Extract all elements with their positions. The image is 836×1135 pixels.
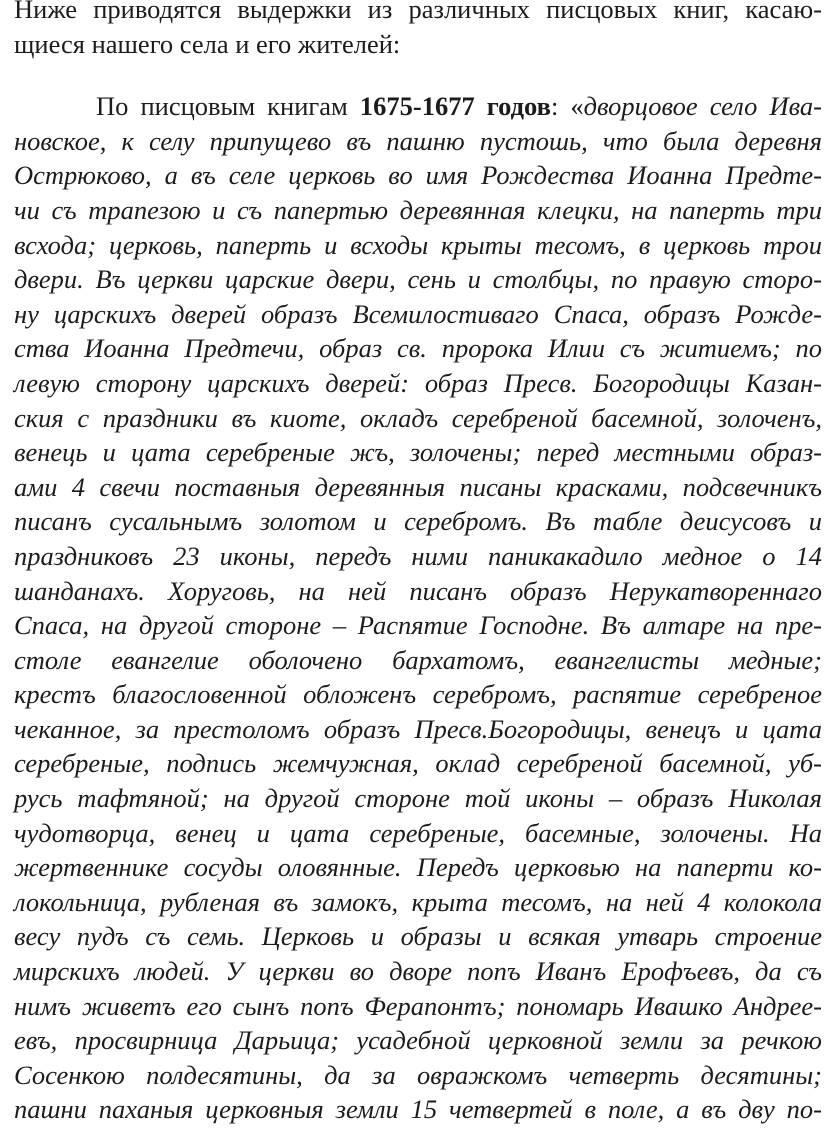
quote-line: Сосенкою полдесятины, да за овражкомъ четверть десятины; xyxy=(14,1059,822,1090)
quote-line: весу пудъ съ семь. Церковь и образы и всякая утварь строение xyxy=(14,921,822,952)
quote-line: ами 4 свечи поставныя деревянныя писаны красками, подсвечникъ xyxy=(14,471,822,502)
paragraph-first-line xyxy=(14,89,822,124)
quoted-text-block xyxy=(14,124,822,1127)
paragraph-quote-start: дворцовое село Ива- xyxy=(583,91,822,122)
quote-line: пашни паханыя церковныя земли 15 четвертей в поле, а въ дву по- xyxy=(14,1094,822,1125)
quote-line: писанъ сусальнымъ золотом и серебромъ. Въ табле деисусовъ и xyxy=(14,506,822,537)
quote-line: столе евангелие оболочено бархатомъ, евангелисты медные; xyxy=(14,644,822,675)
quote-line: ския с праздники въ киоте, окладъ серебреной басемной, золоченъ, xyxy=(14,402,822,433)
quote-line: венець и цата серебреные жъ, золочены; перед местными образ- xyxy=(14,437,822,468)
paragraph-gap xyxy=(14,61,822,89)
quote-line: ну царскихъ дверей образъ Всемилостиваго Спаса, образъ Рожде- xyxy=(14,298,822,329)
quote-line: чеканное, за престоломъ образъ Пресв.Богородицы, венецъ и цата xyxy=(14,713,822,744)
intro-line-1: Ниже приводятся выдержки из различных писцовых книг, касаю- xyxy=(14,0,822,24)
quote-line: левую сторону царскихъ дверей: образ Пресв. Богородицы Казан- xyxy=(14,367,822,398)
quote-line: нимъ живетъ его сынъ попъ Ферапонтъ; пономарь Ивашко Андрее- xyxy=(14,990,822,1021)
quote-line: жертвеннике сосуды оловянные. Передъ церковью на паперти ко- xyxy=(14,852,822,883)
paragraph-lead-text: По писцовым книгам xyxy=(96,91,360,122)
intro-line-2: щиеся нашего села и его жителей: xyxy=(14,28,401,59)
quote-line: локольница, рубленая въ замокъ, крыта тесомъ, на ней 4 колокола xyxy=(14,886,822,917)
quote-line: всхода; церковь, паперть и всходы крыты тесомъ, в церковь трои xyxy=(14,229,822,260)
quote-line: чудотворца, венец и цата серебреные, басемные, золочены. На xyxy=(14,817,822,848)
quote-line: чи съ трапезою и съ папертью деревянная клецки, на паперть три xyxy=(14,194,822,225)
quote-line: русь тафтяной; на другой стороне той иконы – образъ Николая xyxy=(14,783,822,814)
quote-line: ства Иоанна Предтечи, образ св. пророка Илии съ житиемъ; по xyxy=(14,333,822,364)
quote-line: двери. Въ церкви царские двери, сень и столбцы, по правую сторо- xyxy=(14,264,822,295)
quote-line: Спаса, на другой стороне – Распятие Господне. Въ алтаре на пре- xyxy=(14,610,822,641)
quote-line: евъ, просвирница Дарьица; усадебной церковной земли за речкою xyxy=(14,1025,822,1056)
quote-line: Острюково, а въ селе церковь во имя Рождества Иоанна Предте- xyxy=(14,160,822,191)
paragraph-quote-open: : « xyxy=(550,91,584,122)
quote-line: новское, к селу припущево въ пашню пустошь, что была деревня xyxy=(14,125,822,156)
quote-line: праздниковъ 23 иконы, передъ ними паникакадило медное о 14 xyxy=(14,540,822,571)
paragraph-years: 1675-1677 годов xyxy=(359,91,551,122)
quote-line: шанданахъ. Хоруговь, на ней писанъ образъ Нерукатвореннаго xyxy=(14,575,822,606)
quote-line: мирскихъ людей. У церкви во дворе попъ Иванъ Ерофъевъ, да съ xyxy=(14,956,822,987)
quote-line: серебреные, подпись жемчужная, оклад серебреной басемной, уб- xyxy=(14,748,822,779)
quote-line: крестъ благословенной обложенъ серебромъ, распятие серебреное xyxy=(14,679,822,710)
